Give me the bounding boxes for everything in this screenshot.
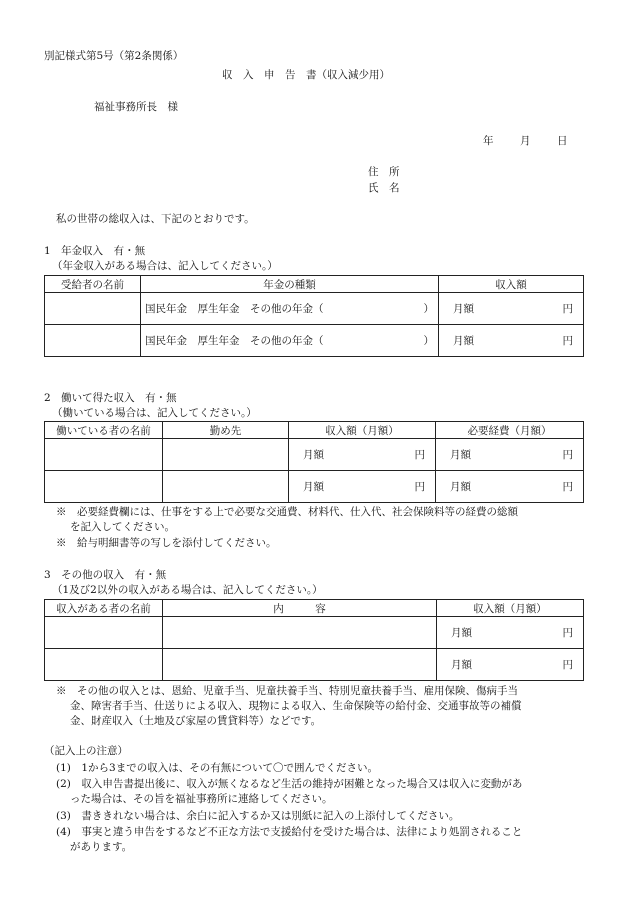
- yen-unit: 円: [414, 481, 425, 493]
- pension-amount-field[interactable]: [439, 325, 584, 357]
- income-content-field[interactable]: [163, 617, 437, 649]
- income-amount-field[interactable]: [289, 471, 436, 503]
- section3-heading: 3 その他の収入 有・無: [44, 569, 167, 581]
- table-row: [45, 617, 584, 649]
- instruction-item-1: (1) 1から3までの収入は、その有無について〇で囲んでください。: [56, 762, 379, 774]
- section3-note-1: ※ その他の収入とは、恩給、児童手当、児童扶養手当、特別児童扶養手当、雇用保険、傷病手当: [56, 685, 518, 697]
- section1-heading: 1 年金収入 有・無: [44, 245, 146, 257]
- other-amount-field[interactable]: [437, 649, 584, 681]
- yen-unit: 円: [562, 481, 573, 493]
- column-header: 年金の種類: [141, 276, 439, 293]
- section3-subheading: （1及び2以外の収入がある場合は、記入してください。）: [52, 584, 323, 596]
- worker-name-field[interactable]: [45, 439, 163, 471]
- section2-note-1-cont: を記入してください。: [70, 521, 175, 533]
- yen-unit: 円: [414, 449, 425, 461]
- work-income-table: [44, 421, 584, 503]
- amount-label: 月額: [453, 335, 474, 347]
- pension-table: [44, 275, 584, 357]
- yen-unit: 円: [562, 627, 573, 639]
- column-header: 収入がある者の名前: [45, 600, 163, 617]
- earner-name-field[interactable]: [45, 649, 163, 681]
- workplace-field[interactable]: [163, 439, 289, 471]
- instructions-heading: （記入上の注意）: [44, 745, 128, 757]
- column-header: 受給者の名前: [45, 276, 141, 293]
- table-row: [45, 293, 584, 325]
- earner-name-field[interactable]: [45, 617, 163, 649]
- close-paren: ）: [423, 303, 434, 315]
- column-header: 収入額: [439, 276, 584, 293]
- close-paren: ）: [423, 335, 434, 347]
- workplace-field[interactable]: [163, 471, 289, 503]
- column-header: 勤め先: [163, 422, 289, 439]
- instruction-item-4-cont: があります。: [70, 841, 133, 853]
- yen-unit: 円: [562, 335, 573, 347]
- date-day-label: 日: [557, 135, 568, 147]
- document-title: 収 入 申 告 書（収入減少用）: [222, 69, 390, 81]
- other-amount-field[interactable]: [437, 617, 584, 649]
- column-header: 働いている者の名前: [45, 422, 163, 439]
- amount-label: 月額: [451, 627, 472, 639]
- column-header: 収入額（月額）: [437, 600, 584, 617]
- date-month-label: 月: [520, 135, 531, 147]
- amount-label: 月額: [303, 481, 324, 493]
- name-label: 氏 名: [368, 182, 400, 194]
- addressee: 福祉事務所長 様: [94, 101, 178, 113]
- income-content-field[interactable]: [163, 649, 437, 681]
- pension-kinds: 国民年金 厚生年金 その他の年金（: [145, 335, 324, 347]
- worker-name-field[interactable]: [45, 471, 163, 503]
- column-header: 収入額（月額）: [289, 422, 436, 439]
- amount-label: 月額: [450, 449, 471, 461]
- column-header: 必要経費（月額）: [436, 422, 584, 439]
- intro-text: 私の世帯の総収入は、下記のとおりです。: [56, 213, 255, 225]
- pension-kinds: 国民年金 厚生年金 その他の年金（: [145, 303, 324, 315]
- form-number: 別記様式第5号（第2条関係）: [44, 50, 184, 62]
- section2-heading: 2 働いて得た収入 有・無: [44, 392, 177, 404]
- section2-subheading: （働いている場合は、記入してください。）: [52, 407, 257, 419]
- section3-note-1-cont2: 金、財産収入（土地及び家屋の賃貸料等）などです。: [70, 715, 322, 727]
- pension-kind-cell[interactable]: [141, 325, 439, 357]
- amount-label: 月額: [450, 481, 471, 493]
- address-label: 住 所: [368, 166, 400, 178]
- date-year-label: 年: [483, 135, 494, 147]
- recipient-name-field[interactable]: [45, 293, 141, 325]
- expense-amount-field[interactable]: [436, 471, 584, 503]
- instruction-item-3: (3) 書ききれない場合は、余白に記入するか又は別紙に記入の上添付してください。: [56, 810, 460, 822]
- section3-note-1-cont: 金、障害者手当、仕送りによる収入、現物による収入、生命保険等の給付金、交通事故等の補償: [70, 700, 522, 712]
- recipient-name-field[interactable]: [45, 325, 141, 357]
- instruction-item-2-cont: った場合は、その旨を福祉事務所に連絡してください。: [70, 793, 333, 805]
- amount-label: 月額: [453, 303, 474, 315]
- table-row: [45, 325, 584, 357]
- other-income-table: [44, 599, 584, 681]
- table-row: [45, 471, 584, 503]
- table-row: [45, 649, 584, 681]
- section2-note-1: ※ 必要経費欄には、仕事をする上で必要な交通費、材料代、仕入代、社会保険料等の経費の総額: [56, 506, 518, 518]
- expense-amount-field[interactable]: [436, 439, 584, 471]
- amount-label: 月額: [303, 449, 324, 461]
- pension-table-header: [45, 276, 584, 293]
- table-row: [45, 439, 584, 471]
- column-header: 内 容: [163, 600, 437, 617]
- amount-label: 月額: [451, 659, 472, 671]
- other-income-table-header: [45, 600, 584, 617]
- pension-kind-cell[interactable]: [141, 293, 439, 325]
- pension-amount-field[interactable]: [439, 293, 584, 325]
- instruction-item-4: (4) 事実と違う申告をするなど不正な方法で支援給付を受けた場合は、法律により処罰されること: [56, 826, 523, 838]
- income-amount-field[interactable]: [289, 439, 436, 471]
- yen-unit: 円: [562, 449, 573, 461]
- section2-note-2: ※ 給与明細書等の写しを添付してください。: [56, 537, 277, 549]
- section1-subheading: （年金収入がある場合は、記入してください。）: [52, 260, 278, 272]
- yen-unit: 円: [562, 659, 573, 671]
- instruction-item-2: (2) 収入申告書提出後に、収入が無くなるなど生活の維持が困難となった場合又は収入に変動があ: [56, 778, 523, 790]
- yen-unit: 円: [562, 303, 573, 315]
- work-income-table-header: [45, 422, 584, 439]
